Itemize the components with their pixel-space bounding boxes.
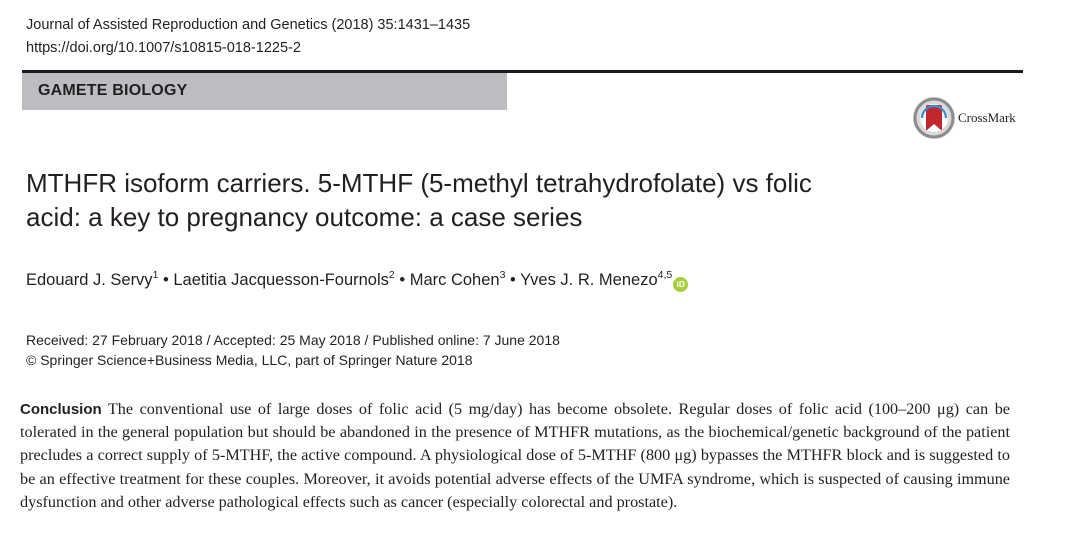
- author-separator: •: [505, 271, 521, 289]
- author-affiliation: 4,5: [657, 269, 673, 281]
- abstract-lead-label: Conclusion: [20, 401, 102, 418]
- copyright-notice: © Springer Science+Business Media, LLC, part of Springer Nature 2018: [26, 352, 473, 368]
- publication-dates: Received: 27 February 2018 / Accepted: 25 May 2018 / Published online: 7 June 2018: [26, 332, 560, 348]
- author-affiliation: 2: [388, 269, 395, 281]
- abstract-text: The conventional use of large doses of folic acid (5 mg/day) has become obsolete. Regular doses of folic acid (100–200 μg) can be tolerated in the general population but should be abandoned in the presence of MTHFR mutations, as the biochemical/genetic background of the patient precludes a correct supply of 5-MTHF, the active compound. A physiological dose of 5-MTHF (800 μg) bypasses the MTHFR block and is suggested to be an effective treatment for these couples. Moreover, it avoids potential adverse effects of the UMFA syndrome, which is suspected of causing immune dysfunction and other adverse pathological effects such as cancer (especially colorectal and prostate).: [20, 400, 1010, 511]
- author-name[interactable]: Laetitia Jacquesson-Fournols: [173, 271, 389, 289]
- author-affiliation: 3: [499, 269, 506, 281]
- author-list: [26, 268, 688, 292]
- title-line-1: MTHFR isoform carriers. 5-MTHF (5-methyl tetrahydrofolate) vs folic: [26, 168, 812, 198]
- orcid-icon[interactable]: iD: [673, 277, 688, 292]
- journal-citation: Journal of Assisted Reproduction and Genetics (2018) 35:1431–1435: [26, 17, 471, 33]
- crossmark-label[interactable]: CrossMark: [958, 110, 1016, 125]
- author-name[interactable]: Marc Cohen: [409, 271, 500, 289]
- section-label: GAMETE BIOLOGY: [38, 82, 188, 99]
- abstract-conclusion: [20, 398, 1010, 514]
- author-separator: •: [158, 271, 174, 289]
- author-separator: •: [394, 271, 410, 289]
- title-line-2: acid: a key to pregnancy outcome: a case series: [26, 202, 583, 232]
- crossmark-icon[interactable]: [912, 96, 956, 140]
- article-title: [26, 166, 926, 234]
- author-affiliation: 1: [152, 269, 159, 281]
- author-name[interactable]: Edouard J. Servy: [26, 271, 153, 289]
- doi-link[interactable]: https://doi.org/10.1007/s10815-018-1225-2: [26, 40, 301, 56]
- author-name[interactable]: Yves J. R. Menezo: [520, 271, 658, 289]
